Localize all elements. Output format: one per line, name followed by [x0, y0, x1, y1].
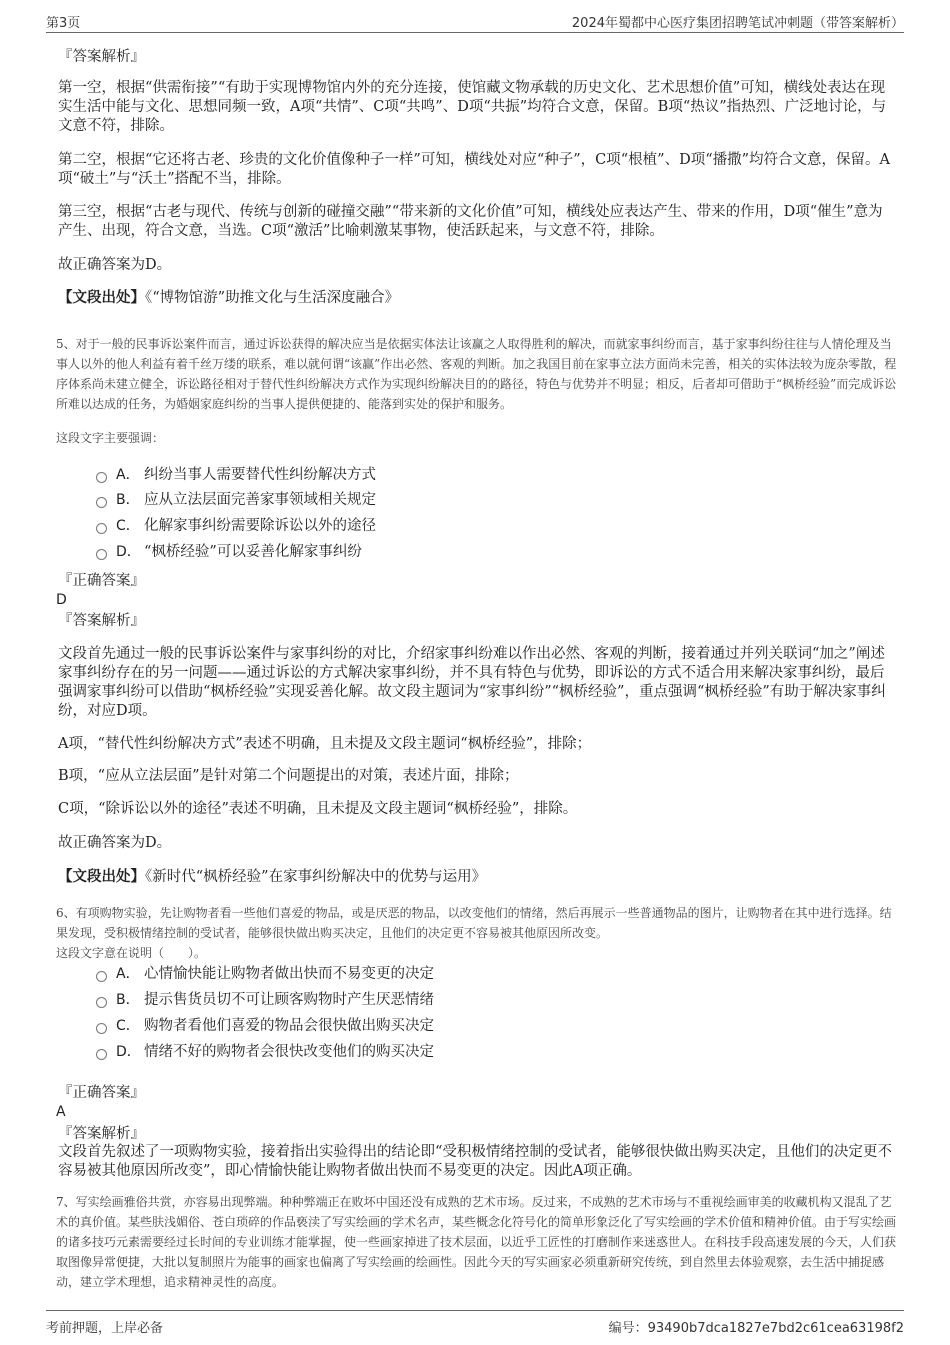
radio-icon[interactable]: [96, 497, 107, 508]
q4-source-label: 【文段出处】: [58, 289, 145, 306]
q5-analysis-p3: B项，“应从立法层面”是针对第二个问题提出的对策，表述片面，排除；: [58, 768, 519, 784]
q6-analysis-label: 『答案解析』: [58, 1126, 145, 1142]
q5-prompt: 这段文字主要强调：: [56, 431, 165, 445]
radio-icon[interactable]: [96, 971, 107, 982]
q4-source: [58, 288, 896, 308]
q6-analysis-p1: 文段首先叙述了一项购物实验，接着指出实验得出的结论即“受积极情绪控制的受试者，能够很快做出购买决定，且他们的决定更不容易被其他原因所改变”，即心情愉快能让购物者做出快而不易变更的决定。因此A项正确。: [58, 1144, 892, 1179]
footer-slogan: 考前押题，上岸必备: [46, 1321, 164, 1336]
q4-analysis-p1: 第一空，根据“供需衔接”“有助于实现博物馆内外的充分连接，使馆藏文物承载的历史文化、艺术思想价值”可知，横线处表达在现实生活中能与文化、思想同频一致，A项“共情”、C项“共鸣”、D项“共振”均符合文意，保留。B项“热议”指热烈、广泛地讨论，与文意不符，排除。: [58, 80, 887, 134]
radio-icon[interactable]: [96, 523, 107, 534]
q4-analysis-p2: 第二空，根据“它还将古老、珍贵的文化价值像种子一样”可知，横线处对应“种子”，C项“根植”、D项“播撒”均符合文意，保留。A项“破土”与“沃土”搭配不当，排除。: [58, 152, 890, 187]
q6-option-c[interactable]: C． 购物者看他们喜爱的物品会很快做出购买决定: [96, 1017, 434, 1036]
document-code: 编号：93490b7dca1827e7bd2c61cea63198f2: [608, 1321, 904, 1336]
page-header: [46, 10, 904, 33]
q5-analysis-p1: 文段首先通过一般的民事诉讼案件与家事纠纷的对比，介绍家事纠纷难以作出必然、客观的判断，接着通过并列关联词“加之”阐述家事纠纷存在的另一问题——通过诉讼的方式解决家事纠纷，并不具有特色与优势，即诉讼的方式不适合用来解决家事纠纷，最后强调家事纠纷可以借助“枫桥经验”实现妥善化解。故文段主题词为“家事纠纷”“枫桥经验”，重点强调“枫桥经验”有助于解决家事纠纷，对应D项。: [58, 646, 886, 719]
radio-icon[interactable]: [96, 997, 107, 1008]
q5-option-a[interactable]: A． 纠纷当事人需要替代性纠纷解决方式: [96, 466, 376, 485]
q5-option-c[interactable]: C． 化解家事纠纷需要除诉讼以外的途径: [96, 517, 376, 536]
radio-icon[interactable]: [96, 1049, 107, 1060]
q4-conclusion: 故正确答案为D。: [58, 257, 172, 273]
q5-option-b[interactable]: B． 应从立法层面完善家事领域相关规定: [96, 491, 376, 510]
q5-source-title: 《新时代“枫桥经验”在家事纠纷解决中的优势与运用》: [145, 869, 487, 885]
q7-stem: 7、写实绘画雅俗共赏，亦容易出现弊端。种种弊端正在败坏中国还没有成熟的艺术市场。反过来，不成熟的艺术市场与不重视绘画审美的收藏机构又混乱了艺术的真价值。某些肤浅媚俗、苍白琐碎的作品亵渎了写实绘画的学术名声，某些概念化符号化的简单形象泛化了写实绘画的学术价值和精神价值。由于写实绘画的诸多技巧元素需要经过长时间的专业训练才能掌握，使一些画家掉进了技术层面，以近乎工匠性的打磨制作来迷惑世人。在科技手段高速发展的今天，人们获取图像异常便捷，大批以复制照片为能事的画家也偏离了写实绘画的绘画性。因此今天的写实画家必须重新研究传统，到自然里去体验观察，去生活中捕捉感动，建立学术理想，追求精神灵性的高度。: [56, 1195, 897, 1289]
q4-analysis-p3: 第三空，根据“古老与现代、传统与创新的碰撞交融”“带来新的文化价值”可知，横线处应表达产生、带来的作用，D项“催生”意为产生、出现，符合文意，当选。C项“激活”比喻刺激某事物，使活跃起来，与文意不符，排除。: [58, 204, 883, 239]
q5-source: [58, 867, 896, 887]
radio-icon[interactable]: [96, 1023, 107, 1034]
page-footer: [46, 1310, 904, 1335]
q4-source-title: 《“博物馆游”助推文化与生活深度融合》: [145, 290, 400, 306]
q6-prompt: 这段文字意在说明（ ）。: [56, 946, 207, 960]
page-number: 第3页: [46, 16, 81, 31]
q6-option-b[interactable]: B． 提示售货员切不可让顾客购物时产生厌恶情绪: [96, 991, 434, 1010]
q5-option-d[interactable]: D． “枫桥经验”可以妥善化解家事纠纷: [96, 543, 362, 562]
document-title: 2024年蜀都中心医疗集团招聘笔试冲刺题（带答案解析）: [571, 16, 904, 31]
q5-answer: D: [56, 592, 67, 608]
q5-conclusion: 故正确答案为D。: [58, 835, 172, 851]
q5-stem: 5、对于一般的民事诉讼案件而言，通过诉讼获得的解决应当是依据实体法让该赢之人取得胜利的解决，而就家事纠纷而言，基于家事纠纷往往与人情伦理及当事人以外的他人利益有着千丝万缕的联系，难以就何谓“该赢”作出必然、客观的判断。加之我国目前在家事立法方面尚未完善，相关的实体法较为庞杂零散，程序体系尚未建立健全，诉讼路径相对于替代性纠纷解决方式作为实现纠纷解决目的的路径，特色与优势并不明显；相反，后者却可借助于“枫桥经验”而完成诉讼所难以达成的任务，为婚姻家庭纠纷的当事人提供便捷的、能落到实处的保护和服务。: [56, 337, 897, 411]
radio-icon[interactable]: [96, 549, 107, 560]
q6-option-a[interactable]: A． 心情愉快能让购物者做出快而不易变更的决定: [96, 965, 434, 984]
q6-option-d[interactable]: D． 情绪不好的购物者会很快改变他们的购买决定: [96, 1043, 434, 1062]
q4-analysis-label: 『答案解析』: [58, 49, 145, 65]
q5-analysis-p4: C项，“除诉讼以外的途径”表述不明确，且未提及文段主题词“枫桥经验”，排除。: [58, 801, 578, 817]
q5-analysis-label: 『答案解析』: [58, 613, 145, 629]
q6-stem: 6、有项购物实验，先让购物者看一些他们喜爱的物品，或是厌恶的物品，以改变他们的情绪，然后再展示一些普通物品的图片，让购物者在其中进行选择。结果发现，受积极情绪控制的受试者，能够很快做出购买决定，且他们的决定更不容易被其他原因所改变。: [56, 906, 892, 940]
q6-answer: A: [56, 1104, 66, 1120]
q5-source-label: 【文段出处】: [58, 868, 145, 885]
q6-answer-label: 『正确答案』: [58, 1085, 145, 1101]
radio-icon[interactable]: [96, 472, 107, 483]
q5-analysis-p2: A项，“替代性纠纷解决方式”表述不明确，且未提及文段主题词“枫桥经验”，排除；: [58, 736, 592, 752]
q5-answer-label: 『正确答案』: [58, 573, 145, 589]
